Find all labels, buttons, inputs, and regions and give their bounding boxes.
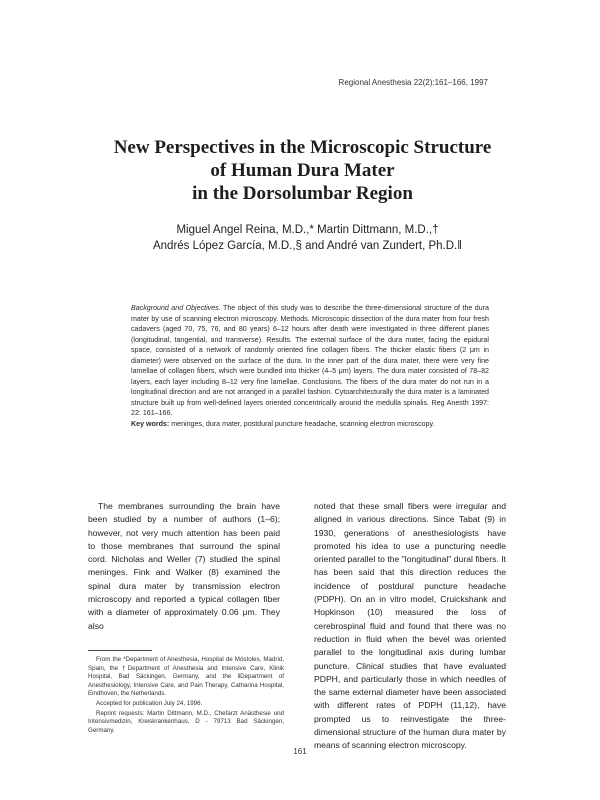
article-title bbox=[80, 136, 525, 205]
keywords-label: Key words: bbox=[131, 419, 170, 428]
footnotes bbox=[88, 656, 284, 736]
journal-reference: Regional Anesthesia 22(2):161–166, 1997 bbox=[338, 78, 488, 87]
keywords-text: meninges, dura mater, postdural puncture headache, scanning electron microscopy. bbox=[169, 419, 435, 428]
title-line-2: of Human Dura Mater bbox=[210, 160, 395, 181]
page-number: 161 bbox=[293, 747, 307, 756]
abstract-lead: Background and Objectives. bbox=[131, 304, 221, 312]
body-right-paragraph: noted that these small fibers were irregular and aligned in various directions. Since Tabat (9) in 1930, generations of anesthesiologists have promoted his idea to use a puncturing needle oriented parallel to the "longitudinal" dural fibers. It has been said that this direction reduces the incidence of postdural puncture headache (PDPH). On an in vitro model, Cruickshank and Hopkinson (10) measured the loss of cerebrospinal fluid and found that there was no reduction in fluid when the bevel was oriented parallel to the longitudinal axis during lumbar puncture. Clinical studies that have evaluated PDPH, and particularly those in which needles of the same external diameter have been associated with different rates of PDPH (11,12), have prompted us to reinvestigate the three-dimensional structure of the human dura mater by means of scanning electron microscopy. bbox=[314, 501, 506, 751]
body-column-right bbox=[314, 500, 506, 753]
authors-line-1: Miguel Angel Reina, M.D.,* Martin Dittmann, M.D.,† bbox=[176, 224, 439, 236]
authors-line-2: Andrés López García, M.D.,§ and André van Zundert, Ph.D.‖ bbox=[152, 240, 463, 252]
title-line-3: in the Dorsolumbar Region bbox=[192, 183, 413, 204]
footnote-accepted: Accepted for publication July 24, 1996. bbox=[96, 699, 203, 707]
abstract bbox=[131, 303, 489, 429]
footnote-reprints: Reprint requests: Martin Dittmann, M.D., Chefarzt Anästhesie und Intensivmedizin, Kreiskrankenhaus, D - 79713 Bad Säckingen, Germany. bbox=[88, 709, 284, 734]
title-line-1: New Perspectives in the Microscopic Structure bbox=[113, 137, 492, 158]
footnote-divider bbox=[88, 650, 152, 651]
body-left-paragraph: The membranes surrounding the brain have been studied by a number of authors (1–6); however, not very much attention has been paid to those membranes that surround the spinal cord. Nicholas and Weller (7) studied the spinal meninges. Fink and Walker (8) examined the spinal dura mater by transmission electron microscopy and reported a typical collagen fiber with a diameter of approximately 0.06 μm. They also bbox=[88, 501, 280, 631]
footnote-affiliations: From the *Department of Anesthesia, Hospital de Móstoles, Madrid, Spain, the †Department of Anesthesia and Intensive Care, Klinik Hospital, Bad Säckingen, Germany, and the ‖Department of Anesthesiology, Intensive Care, and Pain Therapy, Catharina Hospital, Eindhoven, the Netherlands. bbox=[88, 656, 284, 698]
keywords bbox=[131, 419, 489, 430]
author-list bbox=[90, 222, 525, 254]
body-column-left bbox=[88, 500, 280, 633]
abstract-text: The object of this study was to describe the three-dimensional structure of the dura mater by use of scanning electron microscopy. Methods. Microscopic dissection of the dura mater from four fresh cadavers (aged 70, 75, 76, and 80 years) 6–12 hours after death were investigated in three different planes (longitudinal, tangential, and transverse). Results. The external surface of the dura mater, facing the epidural space, consisted of a network of randomly oriented fine collagen fibers. The thicker elastic fibers (2 μm in diameter) were observed on the surface of the dura. In the inner part of the dura mater, there were very fine lamellae of collagen fibers, which were bundled into thicker (4–5 μm) layers. The dura mater consisted of 78–82 layers, each layer including 8–12 very fine lamellae. Conclusions. The fibers of the dura mater do not run in a longitudinal direction and are not arranged in a parallel fashion. Cytoarchitecturally the dura mater is a laminated structure built up from well-defined layers oriented concentrically around the medulla spinalis. Reg Anesth 1997: 22: 161–166. bbox=[131, 304, 489, 417]
